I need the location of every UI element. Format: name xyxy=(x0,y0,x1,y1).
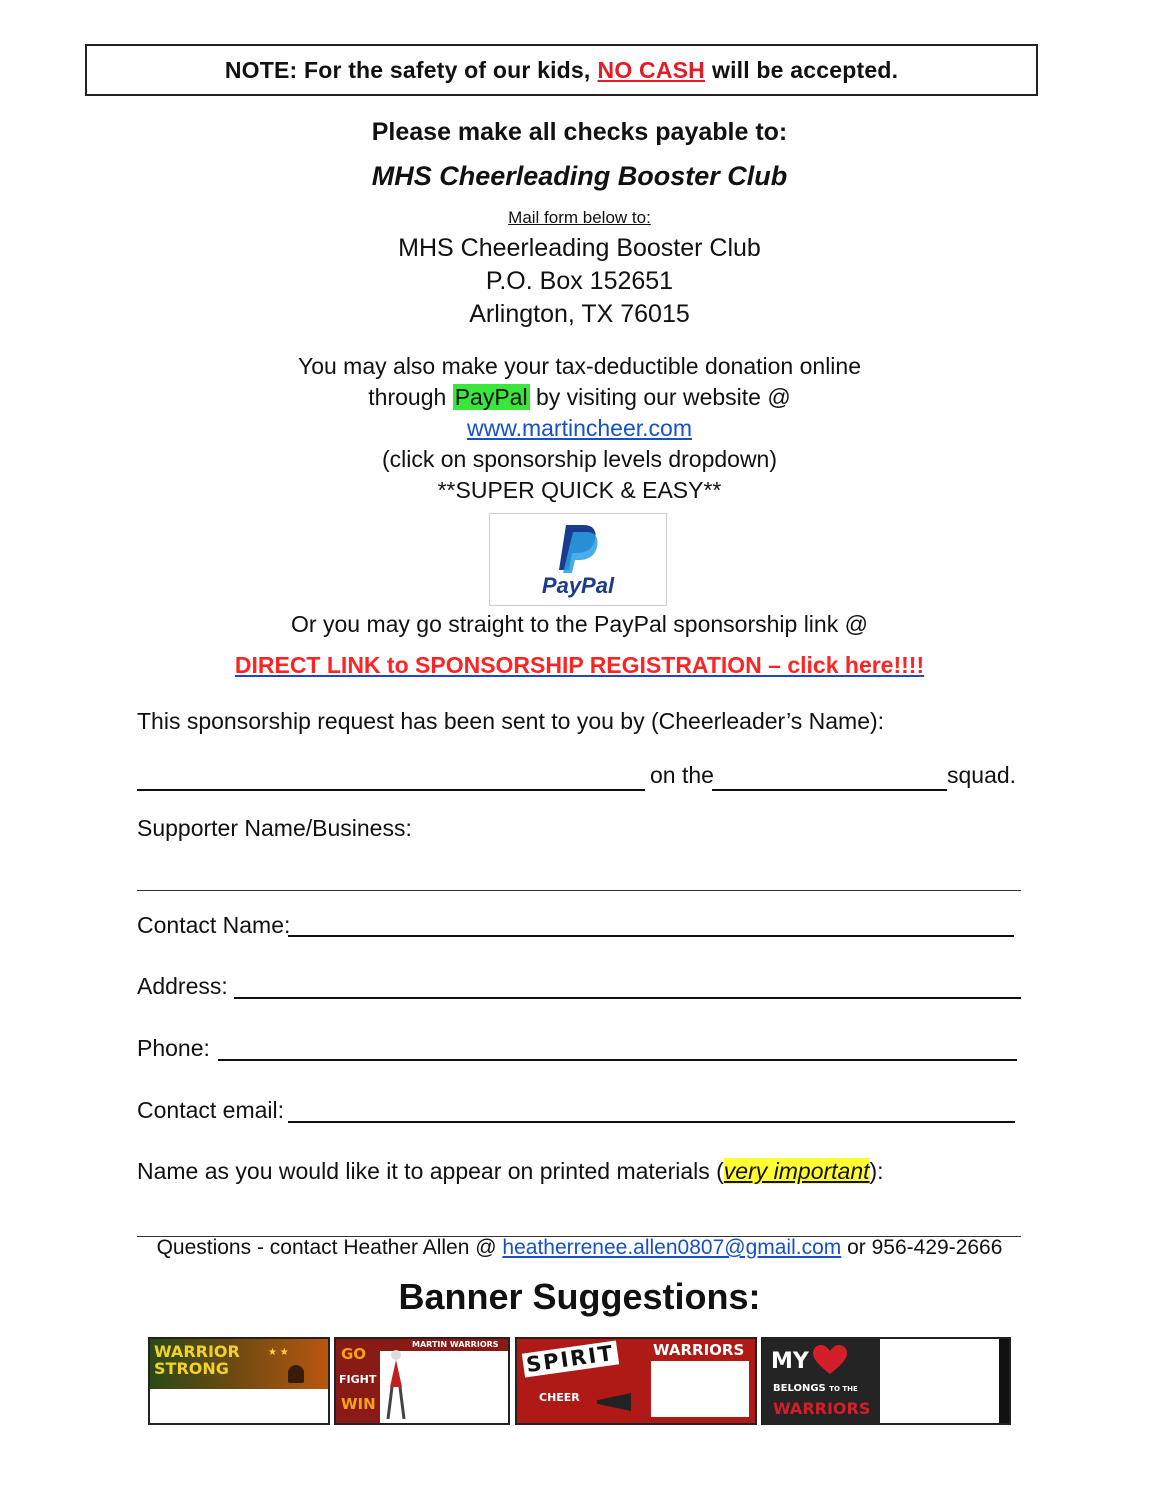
supporter-label: Supporter Name/Business: xyxy=(137,815,412,841)
banner-4-belongs-word: BELONGS xyxy=(773,1383,826,1394)
banner-my-heart-warriors xyxy=(761,1337,1011,1425)
online-line-2-prefix: through xyxy=(368,384,447,410)
supporter-line[interactable] xyxy=(137,890,1021,891)
mail-address-line-3: Arlington, TX 76015 xyxy=(469,300,690,328)
mail-label: Mail form below to: xyxy=(508,208,651,227)
on-the-label: on the xyxy=(650,762,714,788)
note-suffix: will be accepted. xyxy=(711,56,899,83)
no-cash-emphasis: NO CASH xyxy=(597,56,705,83)
banner-4-edge xyxy=(999,1339,1009,1423)
contact-name-line[interactable] xyxy=(288,935,1014,937)
questions-prefix: Questions - contact Heather Allen @ xyxy=(156,1236,497,1259)
banner-1-line-2: STRONG xyxy=(154,1359,229,1378)
address-line[interactable] xyxy=(234,997,1021,999)
cheerleader-icon xyxy=(380,1347,412,1421)
sent-by-label: This sponsorship request has been sent to you by (Cheerleader’s Name): xyxy=(137,708,885,734)
mail-address-line-2: P.O. Box 152651 xyxy=(485,267,674,295)
website-line xyxy=(0,415,1159,442)
banner-suggestions-heading: Banner Suggestions: xyxy=(398,1276,761,1317)
paypal-p-icon xyxy=(556,523,600,573)
paypal-logo-text: PayPal xyxy=(541,573,615,598)
contact-name-label: Contact Name: xyxy=(137,912,291,938)
online-line-5: **SUPER QUICK & EASY** xyxy=(437,477,722,503)
squad-label: squad. xyxy=(947,762,1017,788)
banner-3-spirit: SPIRIT xyxy=(522,1341,619,1378)
contact-email-line[interactable] xyxy=(288,1121,1015,1123)
banner-2-top-text: MARTIN WARRIORS xyxy=(412,1340,499,1349)
questions-line xyxy=(0,1236,1159,1260)
banner-4-my: MY xyxy=(771,1349,809,1374)
squad-name-line[interactable] xyxy=(712,789,947,791)
no-cash-notice xyxy=(85,44,1038,96)
online-line-2-suffix: by visiting our website @ xyxy=(535,384,791,410)
printed-name-suffix: ): xyxy=(869,1158,884,1184)
note-prefix: NOTE: For the safety of our kids, xyxy=(224,56,591,83)
website-link[interactable]: www.martincheer.com xyxy=(467,415,692,441)
banner-2-win: WIN xyxy=(341,1395,376,1413)
contact-email-link[interactable]: heatherrenee.allen0807@gmail.com xyxy=(502,1236,842,1259)
cheerleader-name-line[interactable] xyxy=(137,789,645,791)
banner-4-belongs xyxy=(773,1383,858,1394)
printed-name-label xyxy=(137,1158,884,1185)
payable-heading: Please make all checks payable to: xyxy=(371,118,788,146)
address-label: Address: xyxy=(137,973,228,999)
banner-spirit-cheer-warriors xyxy=(515,1337,757,1425)
very-important-highlight: very important xyxy=(723,1158,870,1184)
banner-2-go: GO xyxy=(341,1345,367,1363)
banner-4-to-the: TO THE xyxy=(829,1385,858,1393)
phone-label: Phone: xyxy=(137,1035,210,1061)
banner-2-fight: FIGHT xyxy=(339,1373,377,1386)
paypal-highlight: PayPal xyxy=(454,384,528,410)
banner-3-cheer: CHEER xyxy=(539,1391,580,1404)
online-line-1: You may also make your tax-deductible donation online xyxy=(297,353,861,379)
contact-email-label: Contact email: xyxy=(137,1097,285,1123)
heart-icon xyxy=(813,1345,847,1375)
online-line-2 xyxy=(0,384,1159,411)
banner-go-fight-win xyxy=(334,1337,510,1425)
helmet-icon xyxy=(288,1365,304,1383)
banner-3-warriors: WARRIORS xyxy=(653,1341,745,1359)
straight-link-text: Or you may go straight to the PayPal sponsorship link @ xyxy=(291,611,868,637)
printed-name-prefix: Name as you would like it to appear on printed materials ( xyxy=(137,1158,724,1184)
banner-4-warriors: WARRIORS xyxy=(773,1399,871,1418)
paypal-logo-button[interactable] xyxy=(489,513,667,606)
mail-address-line-1: MHS Cheerleading Booster Club xyxy=(398,234,761,262)
payable-club-name: MHS Cheerleading Booster Club xyxy=(371,161,788,191)
direct-sponsorship-link[interactable]: DIRECT LINK to SPONSORSHIP REGISTRATION – click here!!!! xyxy=(234,652,925,678)
star-icon: ★ ★ xyxy=(268,1347,289,1358)
online-line-4: (click on sponsorship levels dropdown) xyxy=(381,446,778,472)
banner-3-blank-area xyxy=(651,1361,749,1417)
phone-line[interactable] xyxy=(218,1059,1017,1061)
banner-warrior-strong xyxy=(148,1337,330,1425)
banner-1-line-1: WARRIOR xyxy=(154,1342,240,1361)
questions-suffix: or 956-429-2666 xyxy=(847,1236,1003,1259)
